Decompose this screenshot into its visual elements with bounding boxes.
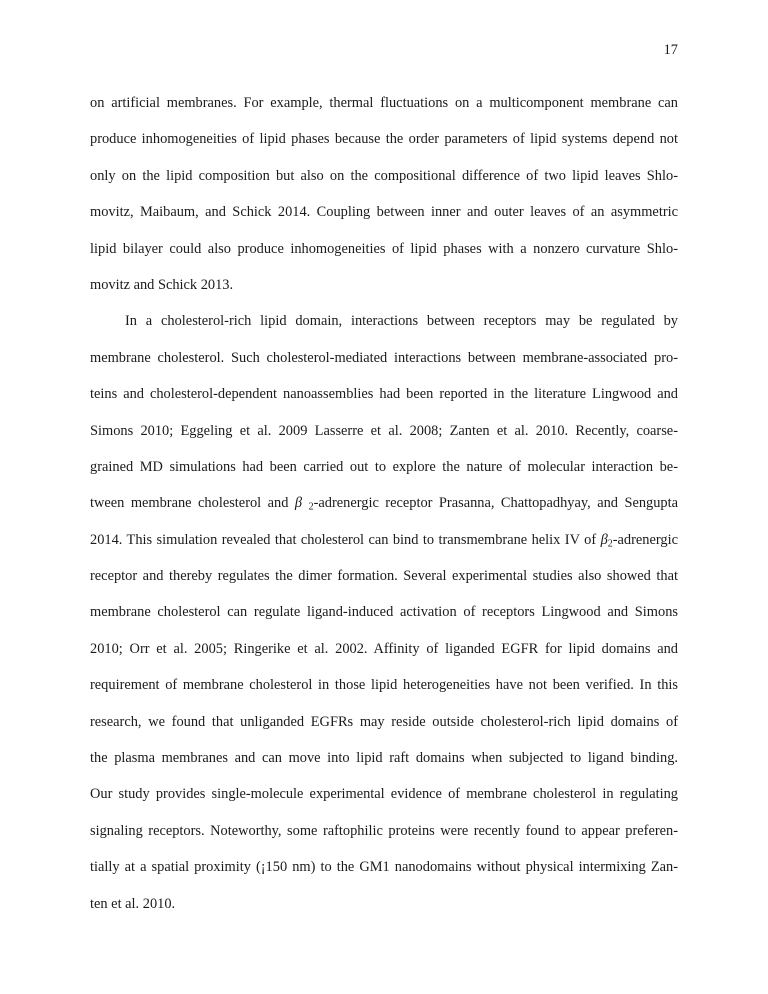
text-line: membrane cholesterol can regulate ligand-induced activation of receptors Lingwood and Simons (90, 604, 678, 621)
text-line: membrane cholesterol. Such cholesterol-mediated interactions between membrane-associated pro- (90, 349, 678, 366)
text-line: Our study provides single-molecule experimental evidence of membrane cholesterol in regulating (90, 786, 678, 803)
paragraph-1 (90, 85, 678, 303)
text-line (90, 485, 678, 521)
subscript-2: 2 (607, 538, 613, 550)
text-line: Simons 2010; Eggeling et al. 2009 Lasserre et al. 2008; Zanten et al. 2010. Recently, coarse- (90, 422, 678, 439)
text-line: on artificial membranes. For example, thermal fluctuations on a multicomponent membrane can (90, 95, 678, 111)
text-line: 2010; Orr et al. 2005; Ringerike et al. 2002. Affinity of liganded EGFR for lipid domains and (90, 640, 678, 657)
text-line: requirement of membrane cholesterol in those lipid heterogeneities have not been verified. In this (90, 677, 678, 694)
text-line: movitz and Schick 2013. (90, 276, 234, 293)
page-body (90, 85, 678, 922)
text-line: produce inhomogeneities of lipid phases because the order parameters of lipid systems depend not (90, 131, 678, 148)
text-line: lipid bilayer could also produce inhomogeneities of lipid phases with a nonzero curvature Shlo- (90, 240, 678, 257)
line-segment: tween membrane cholesterol and (90, 495, 295, 512)
text-line: movitz, Maibaum, and Schick 2014. Coupling between inner and outer leaves of an asymmetric (90, 204, 678, 221)
text-line: research, we found that unliganded EGFRs may reside outside cholesterol-rich lipid domains of (90, 713, 678, 730)
text-line: ten et al. 2010. (90, 895, 176, 912)
text-line: receptor and thereby regulates the dimer formation. Several experimental studies also showed that (90, 568, 678, 585)
text-line: the plasma membranes and can move into lipid raft domains when subjected to ligand binding. (90, 750, 678, 767)
line-segment: -adrenergic (612, 531, 678, 548)
text-line: tially at a spatial proximity (¡150 nm) to the GM1 nanodomains without physical intermixing Zan- (90, 859, 678, 876)
beta-symbol: β (294, 495, 309, 512)
text-line: signaling receptors. Noteworthy, some raftophilic proteins were recently found to appear preferen- (90, 822, 678, 839)
text-line (90, 522, 678, 558)
beta-symbol: β (600, 531, 608, 548)
text-line: only on the lipid composition but also on the compositional difference of two lipid leaves Shlo- (90, 167, 678, 184)
paragraph-2 (90, 303, 678, 922)
line-segment: -adrenergic receptor Prasanna, Chattopadhyay, and Sengupta (313, 495, 679, 512)
subscript-2: 2 (308, 501, 314, 513)
line-segment: 2014. This simulation revealed that cholesterol can bind to transmembrane helix IV of (90, 531, 601, 548)
page-number: 17 (663, 42, 678, 58)
text-line: In a cholesterol-rich lipid domain, interactions between receptors may be regulated by (125, 313, 678, 330)
text-line: grained MD simulations had been carried out to explore the nature of molecular interaction be- (90, 458, 678, 475)
text-line: teins and cholesterol-dependent nanoassemblies had been reported in the literature Lingwood and (90, 386, 678, 403)
